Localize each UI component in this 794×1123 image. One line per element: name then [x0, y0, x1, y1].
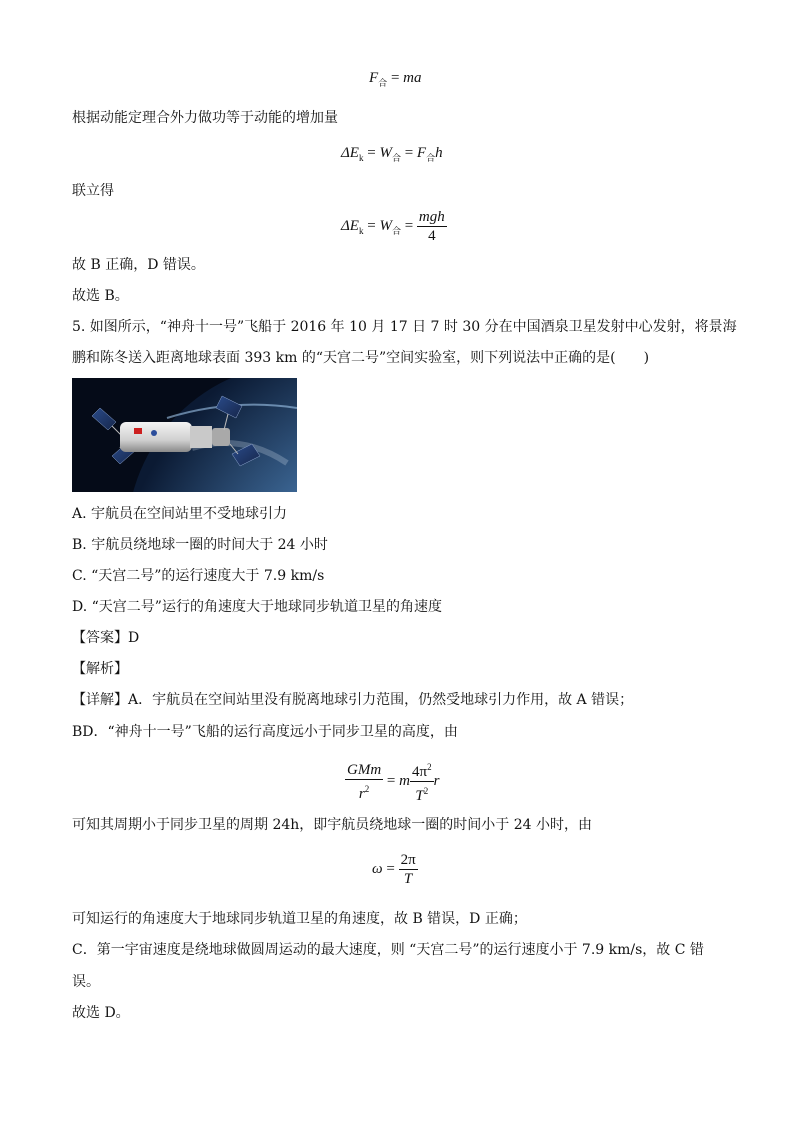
analysis-label: 【解析】: [72, 661, 128, 677]
eq-denominator: [345, 780, 383, 803]
text-line: 故 B 正确，D 错误。: [72, 257, 205, 273]
eq-subscript: 合: [378, 78, 388, 88]
eq-mass: m: [399, 772, 410, 789]
eq-exponent: 2: [423, 786, 429, 796]
equation-angular-velocity: ω = $\frac{2\pi}{T}$: [372, 852, 416, 887]
eq-subscript: 合: [391, 225, 401, 236]
detail-text: 误。: [72, 974, 100, 990]
eq-denominator: 4: [428, 228, 436, 244]
eq-denominator: [410, 782, 434, 805]
eq-fraction: [399, 851, 418, 888]
eq-fraction: [417, 208, 447, 245]
option-d: D. “天宫二号”运行的角速度大于地球同步轨道卫星的角速度: [72, 599, 442, 615]
detail-text: 【详解】A．宇航员在空间站里没有脱离地球引力范围，仍然受地球引力作用，故 A 错误；: [72, 692, 634, 708]
eq-subscript: k: [358, 153, 364, 163]
eq-subscript: 合: [391, 153, 401, 163]
eq-work: W: [379, 217, 392, 234]
answer-label: 【答案】D: [72, 630, 140, 646]
text-line: 根据动能定理合外力做功等于动能的增加量: [72, 110, 338, 126]
eq-period: T: [415, 788, 424, 804]
eq-radius: r: [433, 772, 440, 789]
eq-fraction: [410, 758, 434, 805]
eq-numerator: [410, 758, 434, 782]
eq-subscript: k: [358, 225, 364, 236]
eq-delta-e: ΔE: [341, 217, 359, 234]
question-text: 5. 如图所示，“神舟十一号”飞船于 2016 年 10 月 17 日 7 时 30 分在中国酒泉卫星发射中心发射，将景海: [72, 319, 737, 335]
eq-symbol-f: F: [369, 70, 379, 86]
detail-text: BD．“神舟十一号”飞船的运行高度远小于同步卫星的高度，由: [72, 724, 458, 740]
detail-text: 可知运行的角速度大于地球同步轨道卫星的角速度，故 B 错误，D 正确；: [72, 911, 527, 927]
eq-numerator: 2π: [400, 852, 416, 868]
option-b: B. 宇航员绕地球一圈的时间大于 24 小时: [72, 537, 328, 553]
equation-gravitation: $\frac{\text{GMm}}{r^2}$ = m $\frac{4\pi^2}{T^2}$ r: [345, 758, 439, 805]
text-line: 联立得: [72, 183, 114, 199]
detail-text: 故选 D。: [72, 1005, 130, 1021]
equation-combined: $\Delta E_k = W_合$ = $\frac{\text{mgh}}{4}$: [341, 209, 445, 244]
eq-exponent: 2: [364, 783, 370, 794]
eq-rhs: ma: [403, 70, 422, 86]
spacecraft-image: [72, 378, 297, 492]
option-a: A. 宇航员在空间站里不受地球引力: [72, 506, 288, 522]
spacecraft-photo: [72, 378, 297, 492]
option-c: C. “天宫二号”的运行速度大于 7.9 km/s: [72, 568, 325, 584]
eq-r: r: [358, 785, 365, 802]
eq-height: h: [435, 145, 443, 161]
eq-four-pi: 4π: [411, 764, 428, 780]
eq-force: F: [416, 145, 427, 161]
question-text: 鹏和陈冬送入距离地球表面 393 km 的“天宫二号”空间实验室，则下列说法中正确的是( ): [72, 350, 650, 366]
eq-exponent: 2: [427, 762, 432, 772]
eq-subscript: 合: [426, 153, 436, 163]
eq-fraction: [345, 761, 383, 803]
eq-omega: ω: [372, 860, 383, 877]
equation-kinetic-energy: $\Delta E_k = W_合 = F_合h$: [341, 145, 443, 163]
text-line: 故选 B。: [72, 288, 129, 304]
detail-text: 可知其周期小于同步卫星的周期 24h，即宇航员绕地球一圈的时间小于 24 小时，由: [72, 817, 592, 833]
equation-newton: $F_合$ = ma: [369, 70, 422, 88]
eq-numerator: mgh: [418, 209, 445, 225]
eq-delta-e: ΔE: [341, 145, 359, 161]
eq-numerator: GMm: [347, 761, 382, 778]
eq-work: W: [379, 145, 392, 161]
eq-denominator: T: [403, 871, 413, 887]
detail-text: C．第一宇宙速度是绕地球做圆周运动的最大速度，则 “天宫二号”的运行速度小于 7.9 km/s，故 C 错: [72, 942, 704, 958]
